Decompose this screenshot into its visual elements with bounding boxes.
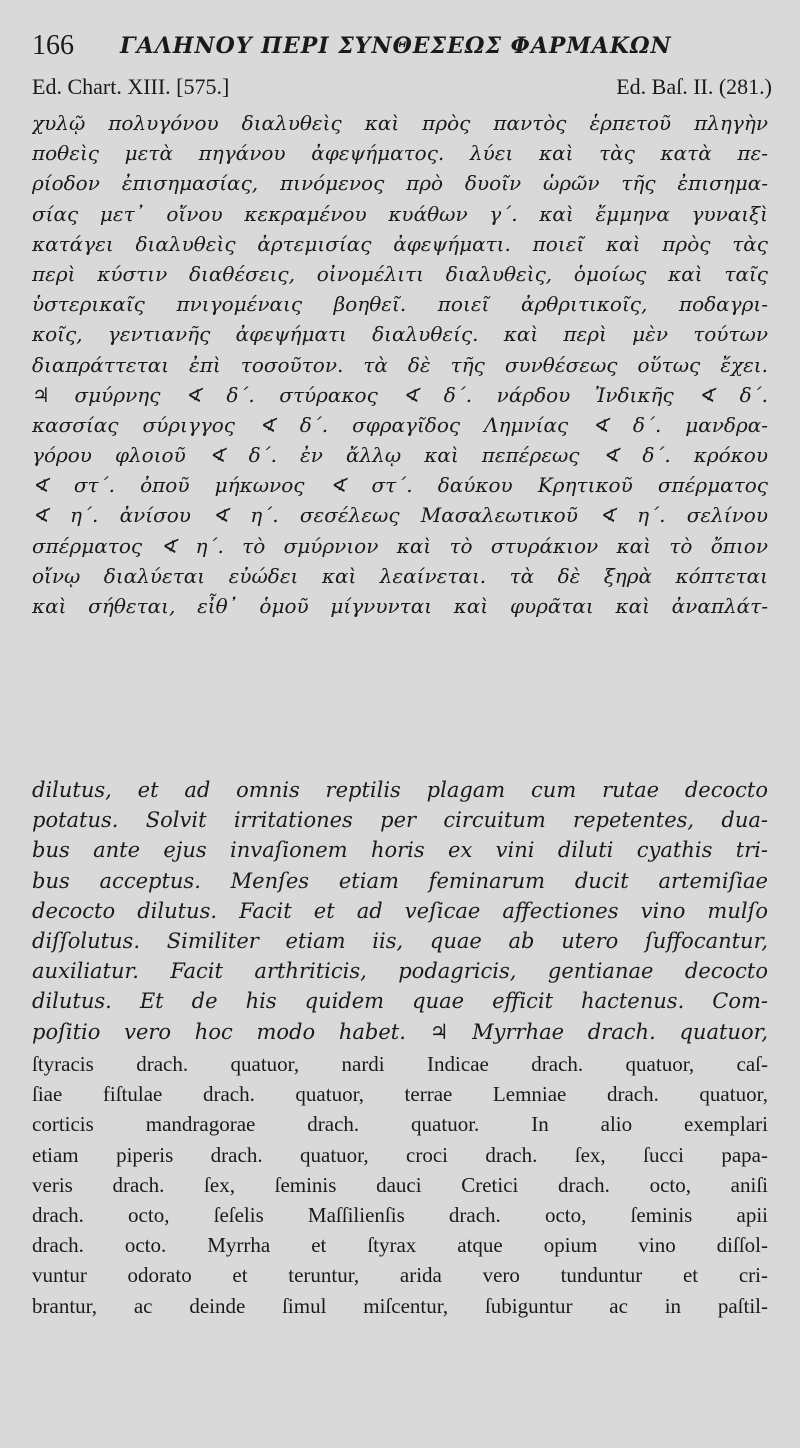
latin-italic-line: dilutus, et ad omnis reptilis plagam cum rutae decocto (32, 778, 768, 802)
latin-italic-line: bus ante ejus invaſionem horis ex vini diluti cyathis tri- (32, 838, 768, 863)
latin-roman-line: brantur, ac deinde ſimul miſcentur, ſubiguntur ac in paſtil- (32, 1293, 768, 1318)
greek-text-line: χυλῷ πολυγόνου διαλυθεὶς καὶ πρὸς παντὸς ἑρπετοῦ πληγὴν (32, 111, 768, 135)
latin-italic-line: diſſolutus. Similiter etiam iis, quae ab utero ſuffocantur, (32, 928, 768, 953)
greek-text-line: κασσίας σύριγγος ∢ δ΄. σφραγῖδος Λημνίας ∢ δ΄. μανδρα- (32, 412, 768, 437)
latin-italic-line: poſitio vero hoc modo habet. ♃ Myrrhae drach. quatuor, (32, 1019, 768, 1044)
greek-text-line: ♃ σμύρνης ∢ δ΄. στύρακος ∢ δ΄. νάρδου Ἰνδικῆς ∢ δ΄. (32, 382, 768, 407)
greek-text-line: οἴνῳ διαλύεται εὐώδει καὶ λεαίνεται. τὰ δὲ ξηρὰ κόπτεται (32, 563, 768, 588)
page-number: 166 (32, 30, 74, 61)
greek-text-line: ὑστερικαῖς πνιγομέναις βοηθεῖ. ποιεῖ ἀρθριτικοῖς, ποδαγρι- (32, 292, 768, 317)
greek-text-line: κοῖς, γεντιανῆς ἀφεψήματι διαλυθείς. καὶ περὶ μὲν τούτων (32, 322, 768, 347)
latin-italic-line: auxiliatur. Facit arthriticis, podagricis, gentianae decocto (32, 959, 768, 984)
latin-translation-italic (32, 775, 768, 1047)
greek-text-line: περὶ κύστιν διαθέσεις, οἰνομέλιτι διαλυθεὶς, ὁμοίως καὶ ταῖς (32, 261, 768, 286)
greek-text-line: ποθεὶς μετὰ πηγάνου ἀφεψήματος. λύει καὶ τὰς κατὰ πε- (32, 141, 768, 166)
greek-text-line: ∢ η΄. ἀνίσου ∢ η΄. σεσέλεως Μασαλεωτικοῦ ∢ η΄. σελίνου (32, 503, 768, 528)
page-header (32, 30, 772, 64)
latin-roman-line: drach. octo, ſeſelis Maſſilienſis drach. octo, ſeminis apii (32, 1202, 768, 1227)
latin-roman-line: veris drach. ſex, ſeminis dauci Cretici drach. octo, aniſi (32, 1172, 768, 1197)
edition-basel-ref: Ed. Baſ. II. (281.) (616, 74, 772, 99)
greek-text-line: διαπράττεται ἐπὶ τοσοῦτον. τὰ δὲ τῆς συνθέσεως οὕτως ἔχει. (32, 352, 768, 377)
latin-roman-line: etiam piperis drach. quatuor, croci drach. ſex, ſucci papa- (32, 1142, 768, 1167)
latin-roman-line: corticis mandragorae drach. quatuor. In alio exemplari (32, 1112, 768, 1137)
greek-text-line: καὶ σήθεται, εἶθ᾽ ὁμοῦ μίγνυνται καὶ φυρᾶται καὶ ἀναπλάτ- (32, 594, 768, 618)
latin-roman-line: ſiae fiſtulae drach. quatuor, terrae Lemniae drach. quatuor, (32, 1082, 768, 1107)
latin-italic-line: potatus. Solvit irritationes per circuitum repetentes, dua- (32, 808, 768, 833)
latin-italic-line: dilutus. Et de his quidem quae efficit hactenus. Com- (32, 989, 768, 1014)
greek-text-line: γόρου φλοιοῦ ∢ δ΄. ἐν ἄλλῳ καὶ πεπέρεως ∢ δ΄. κρόκου (32, 443, 768, 468)
latin-roman-line: vuntur odorato et teruntur, arida vero tunduntur et cri- (32, 1263, 768, 1288)
edition-references (32, 74, 772, 104)
greek-text-line: σπέρματος ∢ η΄. τὸ σμύρνιον καὶ τὸ στυράκιον καὶ τὸ ὄπιον (32, 533, 768, 558)
latin-roman-line: drach. octo. Myrrha et ſtyrax atque opium vino diſſol- (32, 1233, 768, 1258)
greek-text-line: κατάγει διαλυθεὶς ἀρτεμισίας ἀφεψήματι. ποιεῖ καὶ πρὸς τὰς (32, 231, 768, 256)
latin-recipe-roman (32, 1049, 768, 1321)
latin-italic-line: decocto dilutus. Facit et ad veſicae affectiones vino mulſo (32, 898, 768, 923)
latin-italic-line: bus acceptus. Menſes etiam feminarum ducit artemiſiae (32, 868, 768, 893)
running-title: ΓΑΛΗΝΟΥ ΠΕΡΙ ΣΥΝΘΕΣΕΩΣ ΦΑΡΜΑΚΩΝ (120, 33, 672, 59)
greek-text-block (32, 108, 768, 621)
greek-text-line: σίας μετ᾽ οἴνου κεκραμένου κυάθων γ΄. καὶ ἔμμηνα γυναιξὶ (32, 201, 768, 226)
latin-roman-line: ſtyracis drach. quatuor, nardi Indicae drach. quatuor, caſ- (32, 1052, 768, 1076)
greek-text-line: ∢ στ΄. ὀποῦ μήκωνος ∢ στ΄. δαύκου Κρητικοῦ σπέρματος (32, 473, 768, 498)
greek-text-line: ρίοδον ἐπισημασίας, πινόμενος πρὸ δυοῖν ὡρῶν τῆς ἐπισημα- (32, 171, 768, 196)
edition-chartier-ref: Ed. Chart. XIII. [575.] (32, 74, 230, 99)
